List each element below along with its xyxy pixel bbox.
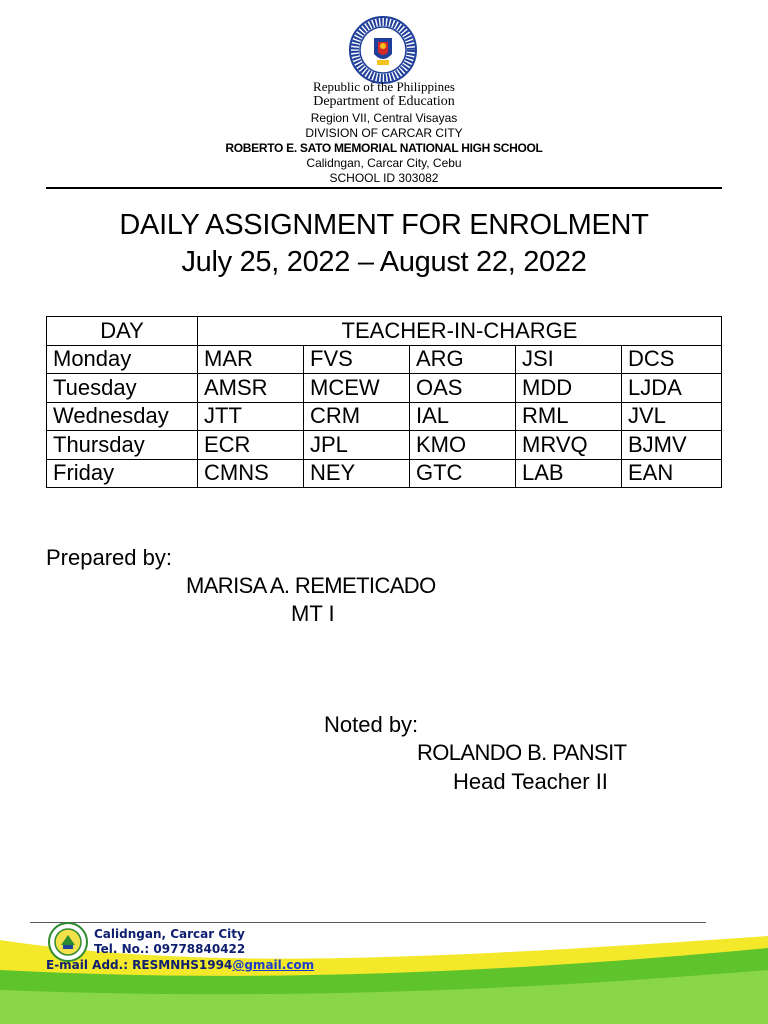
teacher-cell: MRVQ xyxy=(516,431,622,460)
deped-seal-logo xyxy=(338,16,428,84)
teacher-cell: FVS xyxy=(304,345,410,374)
table-row xyxy=(47,374,722,403)
teacher-cell: EAN xyxy=(622,459,722,488)
division-line: DIVISION OF CARCAR CITY xyxy=(305,126,463,140)
teacher-cell: DCS xyxy=(622,345,722,374)
table-row xyxy=(47,345,722,374)
teacher-cell: NEY xyxy=(304,459,410,488)
day-cell: Wednesday xyxy=(47,402,198,431)
footer-email-label: E-mail Add.: RESMNHS1994 xyxy=(46,958,233,972)
schedule-table xyxy=(46,316,722,488)
footer-email xyxy=(46,958,314,972)
teacher-cell: GTC xyxy=(410,459,516,488)
teacher-cell: MAR xyxy=(198,345,304,374)
footer-address: Calidngan, Carcar City xyxy=(94,927,245,941)
teacher-cell: MCEW xyxy=(304,374,410,403)
teacher-cell: LJDA xyxy=(622,374,722,403)
teacher-cell: RML xyxy=(516,402,622,431)
teacher-cell: IAL xyxy=(410,402,516,431)
teacher-cell: JTT xyxy=(198,402,304,431)
teacher-cell: ECR xyxy=(198,431,304,460)
region-line: Region VII, Central Visayas xyxy=(310,111,458,125)
email-link[interactable]: @gmail.com xyxy=(232,958,315,972)
teacher-cell: LAB xyxy=(516,459,622,488)
teacher-cell: BJMV xyxy=(622,431,722,460)
teacher-cell: JPL xyxy=(304,431,410,460)
header-divider xyxy=(46,187,722,189)
teacher-cell: CMNS xyxy=(198,459,304,488)
teacher-cell: KMO xyxy=(410,431,516,460)
date-range: July 25, 2022 – August 22, 2022 xyxy=(181,246,587,278)
noted-by-label: Noted by: xyxy=(324,712,419,737)
day-cell: Friday xyxy=(47,459,198,488)
header-day: DAY xyxy=(47,317,198,346)
teacher-cell: CRM xyxy=(304,402,410,431)
school-address: Calidngan, Carcar City, Cebu xyxy=(306,156,462,170)
preparer-position: MT I xyxy=(291,601,335,626)
teacher-cell: JSI xyxy=(516,345,622,374)
table-row xyxy=(47,431,722,460)
noter-name: ROLANDO B. PANSIT xyxy=(417,740,627,765)
table-row xyxy=(47,459,722,488)
day-cell: Tuesday xyxy=(47,374,198,403)
teacher-cell: MDD xyxy=(516,374,622,403)
header-teacher-in-charge: TEACHER-IN-CHARGE xyxy=(198,317,722,346)
day-cell: Monday xyxy=(47,345,198,374)
teacher-cell: ARG xyxy=(410,345,516,374)
day-cell: Thursday xyxy=(47,431,198,460)
teacher-cell: AMSR xyxy=(198,374,304,403)
teacher-cell: OAS xyxy=(410,374,516,403)
prepared-by-label: Prepared by: xyxy=(46,545,172,570)
noter-position: Head Teacher II xyxy=(453,769,608,794)
table-row xyxy=(47,402,722,431)
footer-divider xyxy=(30,922,706,923)
document-title: DAILY ASSIGNMENT FOR ENROLMENT xyxy=(119,209,649,241)
teacher-cell: JVL xyxy=(622,402,722,431)
department-line: Department of Education xyxy=(313,94,455,109)
preparer-name: MARISA A. REMETICADO xyxy=(186,573,436,598)
school-name: ROBERTO E. SATO MEMORIAL NATIONAL HIGH SCHOOL xyxy=(225,141,543,155)
republic-line: Republic of the Philippines xyxy=(313,79,455,94)
table-header-row xyxy=(47,317,722,346)
school-id: SCHOOL ID 303082 xyxy=(329,171,439,185)
footer-tel: Tel. No.: 09778840422 xyxy=(94,942,246,956)
school-logo xyxy=(48,922,88,962)
